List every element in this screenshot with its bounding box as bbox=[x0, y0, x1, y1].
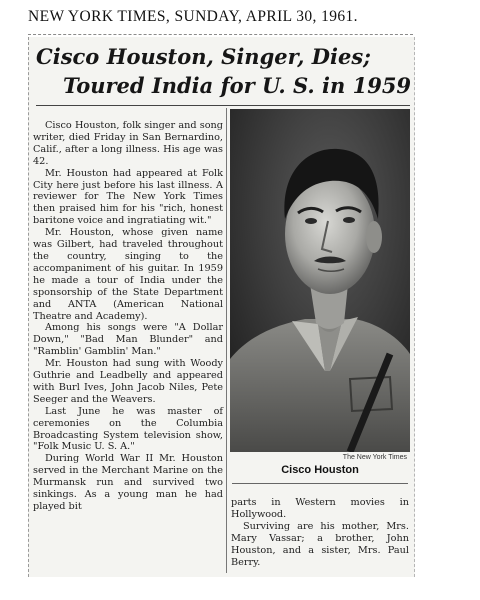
article-paragraph: Surviving are his mother, Mrs. Mary Vassar; a brother, John Houston, and a sister, Mrs. Paul Berry. bbox=[231, 520, 409, 568]
article-paragraph: Mr. Houston had appeared at Folk City here just before his last illness. A reviewer for The New York Times then praised him for his "rich, honest baritone voice and ingratiating wit." bbox=[33, 167, 223, 227]
article-paragraph: Mr. Houston had sung with Woody Guthrie and Leadbelly and appeared with Burl Ives, John Jacob Niles, Pete Seeger and the Weavers. bbox=[33, 358, 223, 405]
caption-rule bbox=[232, 483, 408, 484]
article-paragraph: Last June he was master of ceremonies on the Columbia Broadcasting System television show, "Folk Music U. S. A." bbox=[33, 405, 223, 453]
article-paragraph: Mr. Houston, whose given name was Gilbert, had traveled throughout the country, singing to the accompaniment of his guitar. In 1959 he made a tour of India under the sponsorship of the State Department and ANTA (American National Theatre and Academy). bbox=[33, 227, 223, 322]
article-column-1 bbox=[33, 120, 223, 513]
portrait-photo bbox=[230, 109, 410, 452]
article-paragraph: Among his songs were "A Dollar Down," "Bad Man Blunder" and "Ramblin' Gamblin' Man." bbox=[33, 322, 223, 358]
headline-line-1: Cisco Houston, Singer, Dies; bbox=[36, 44, 371, 69]
article-paragraph: During World War II Mr. Houston served in the Merchant Marine on the Murmansk run and survived two sinkings. As a young man he had played bit bbox=[33, 453, 223, 512]
headline bbox=[36, 42, 412, 100]
headline-line-2: Toured India for U. S. in 1959 bbox=[63, 73, 412, 98]
newspaper-dateline: NEW YORK TIMES, SUNDAY, APRIL 30, 1961. bbox=[28, 8, 358, 25]
photo-caption: Cisco Houston bbox=[281, 464, 359, 476]
headline-rule bbox=[36, 105, 410, 106]
article-paragraph: parts in Western movies in Hollywood. bbox=[231, 497, 409, 520]
portrait-image bbox=[230, 109, 410, 452]
photo-credit: The New York Times bbox=[342, 454, 407, 461]
article-column-2 bbox=[231, 497, 409, 568]
clipping-cut-line bbox=[28, 34, 413, 35]
column-divider bbox=[226, 108, 227, 573]
article-paragraph: Cisco Houston, folk singer and song writer, died Friday in San Bernardino, Calif., after a long illness. His age was 42. bbox=[33, 120, 223, 167]
